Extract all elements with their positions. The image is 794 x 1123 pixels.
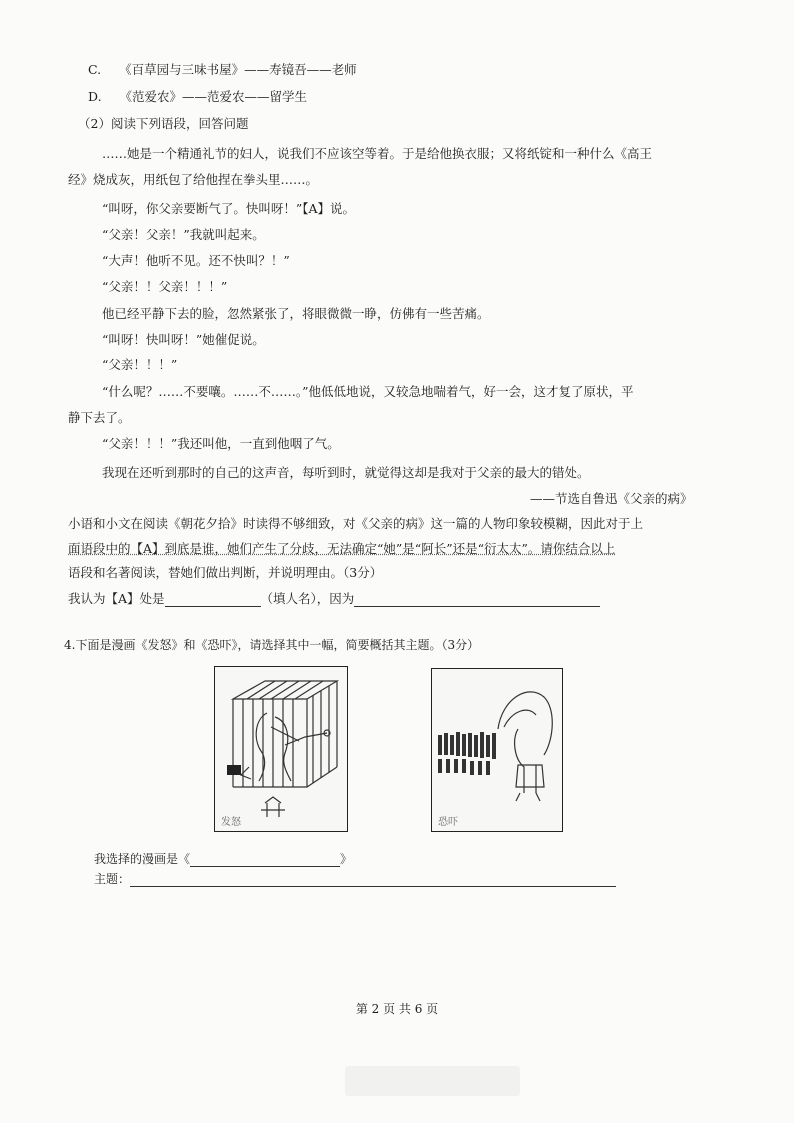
crowd-figure-icon	[432, 669, 562, 831]
option-d	[88, 89, 307, 105]
passage-line: 静下去了。	[68, 410, 131, 425]
passage-line: “父亲！！！”我还叫他，一直到他咽了气。	[102, 436, 340, 451]
q2-heading: （2）阅读下列语段，回答问题	[78, 116, 249, 131]
answer-prefix: 我认为【A】处是	[68, 591, 165, 606]
passage-line: 我现在还听到那时的自己的这声音，每听到时，就觉得这却是我对于父亲的最大的错处。	[102, 465, 590, 480]
cage-figure-icon	[215, 667, 347, 831]
cartoon-intimidation	[431, 668, 563, 832]
passage-line: “父亲！！父亲！！！”	[102, 279, 228, 294]
passage-source: ——节选自鲁迅《父亲的病》	[530, 491, 693, 506]
q2-prompt-line: 语段和名著阅读，替她们做出判断，并说明理由。（3分）	[68, 565, 383, 580]
passage-line: 他已经平静下去的脸，忽然紧张了，将眼微微一睁，仿佛有一些苦痛。	[102, 306, 490, 321]
q2-prompt-line	[68, 541, 615, 557]
passage-line: “父亲！！！”	[102, 357, 178, 372]
option-d-text: 《范爱农》——范爱农——留学生	[119, 89, 308, 104]
q2-prompt-line: 小语和小文在阅读《朝花夕拾》时读得不够细致，对《父亲的病》这一篇的人物印象较模糊，因此对于上	[68, 516, 644, 531]
passage-line: “父亲！父亲！”我就叫起来。	[102, 227, 265, 242]
choose-label: 我选择的漫画是《	[94, 852, 191, 866]
option-c-text: 《百草园与三味书屋》——寿镜吾——老师	[119, 62, 357, 77]
scan-smudge	[345, 1066, 520, 1096]
choose-close: 》	[340, 852, 353, 866]
choice-blank[interactable]	[190, 852, 340, 867]
cartoon-anger	[214, 666, 348, 832]
answer-line	[68, 591, 600, 607]
passage-line: “叫呀！快叫呀！”她催促说。	[102, 332, 265, 347]
option-d-letter: D.	[88, 89, 102, 104]
passage-line: “大声！他听不见。还不快叫？！”	[102, 253, 290, 268]
reason-blank[interactable]	[354, 592, 600, 607]
passage-line: ……她是一个精通礼节的妇人，说我们不应该空等着。于是给他换衣服；又将纸锭和一种什么《高王	[102, 146, 653, 161]
page-number: 第 2 页 共 6 页	[355, 1002, 439, 1016]
cartoon-intimidation-caption: 恐吓	[438, 817, 458, 828]
name-blank[interactable]	[165, 592, 261, 607]
option-c-letter: C.	[88, 62, 102, 77]
passage-line: 经》烧成灰，用纸包了给他捏在拳头里……。	[68, 172, 319, 187]
passage-line: “叫呀，你父亲要断气了。快叫呀！”【A】说。	[102, 201, 356, 216]
theme-label: 主题：	[94, 872, 131, 886]
cartoon-anger-caption: 发怒	[221, 817, 241, 828]
theme-line	[94, 871, 616, 887]
q2-prompt-text: 面语段中的【A】到底是谁，她们产生了分歧，无法确定“她”是“阿长”还是“衍太太”。请你结合以上	[68, 541, 616, 556]
option-c	[88, 62, 357, 78]
passage-line: “什么呢？……不要嚷。……不……。”他低低地说，又较急地喘着气，好一会，这才复了原状，平	[102, 384, 634, 399]
answer-mid: （填人名），因为	[260, 591, 355, 606]
q4-prompt: 4.下面是漫画《发怒》和《恐吓》，请选择其中一幅，简要概括其主题。（3分）	[64, 638, 480, 652]
choose-line	[94, 851, 352, 867]
theme-blank[interactable]	[130, 872, 616, 887]
